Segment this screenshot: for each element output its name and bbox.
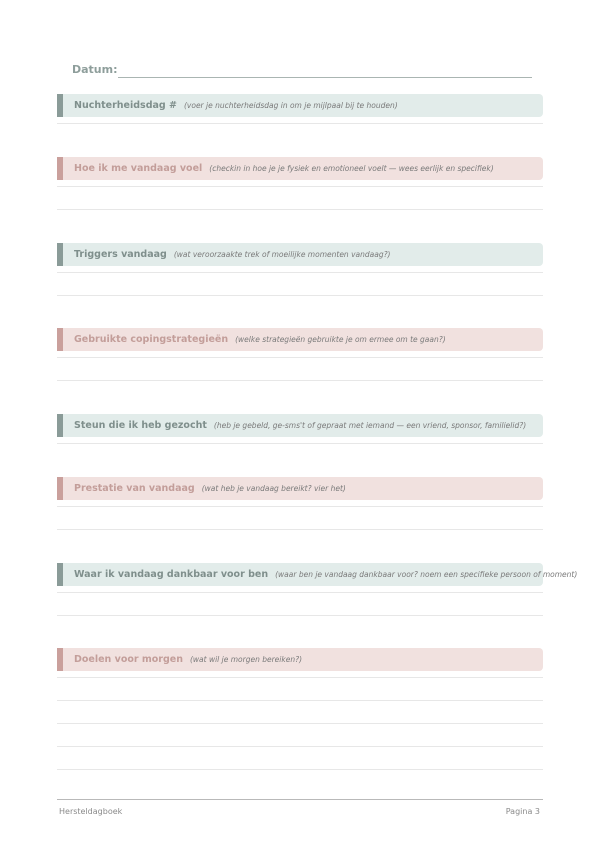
section-accent-bar bbox=[57, 328, 63, 351]
writing-line[interactable] bbox=[57, 209, 543, 210]
date-label: Datum: bbox=[72, 63, 118, 76]
section-coping-strategies bbox=[57, 328, 543, 351]
section-accent-bar bbox=[57, 563, 63, 586]
section-goals-tomorrow bbox=[57, 648, 543, 671]
section-hint: (wat wil je morgen bereiken?) bbox=[189, 655, 302, 664]
writing-line[interactable] bbox=[57, 677, 543, 678]
section-accent-bar bbox=[57, 648, 63, 671]
writing-line[interactable] bbox=[57, 529, 543, 530]
writing-line[interactable] bbox=[57, 592, 543, 593]
section-title: Steun die ik heb gezocht bbox=[74, 420, 207, 431]
footer-journal-name: Hersteldagboek bbox=[59, 807, 123, 816]
section-title: Prestatie van vandaag bbox=[74, 483, 195, 494]
writing-line[interactable] bbox=[57, 723, 543, 724]
writing-line[interactable] bbox=[57, 746, 543, 747]
writing-line[interactable] bbox=[57, 769, 543, 770]
footer-divider bbox=[57, 799, 543, 800]
writing-line[interactable] bbox=[57, 506, 543, 507]
section-hint: (wat veroorzaakte trek of moeilijke momenten vandaag?) bbox=[173, 250, 391, 259]
writing-line[interactable] bbox=[57, 272, 543, 273]
writing-line[interactable] bbox=[57, 700, 543, 701]
footer-page-number: Pagina 3 bbox=[505, 807, 540, 816]
section-achievement bbox=[57, 477, 543, 500]
section-title: Triggers vandaag bbox=[74, 249, 167, 260]
section-support-sought bbox=[57, 414, 543, 437]
section-how-i-feel bbox=[57, 157, 543, 180]
writing-line[interactable] bbox=[57, 295, 543, 296]
section-accent-bar bbox=[57, 414, 63, 437]
section-title: Gebruikte copingstrategieën bbox=[74, 334, 229, 345]
section-title: Waar ik vandaag dankbaar voor ben bbox=[74, 569, 269, 580]
section-accent-bar bbox=[57, 157, 63, 180]
section-title: Hoe ik me vandaag voel bbox=[74, 163, 203, 174]
section-accent-bar bbox=[57, 94, 63, 117]
section-accent-bar bbox=[57, 243, 63, 266]
section-triggers bbox=[57, 243, 543, 266]
writing-line[interactable] bbox=[57, 615, 543, 616]
section-hint: (welke strategieën gebruikte je om ermee om te gaan?) bbox=[235, 335, 446, 344]
section-hint: (voer je nuchterheidsdag in om je mijlpaal bij te houden) bbox=[183, 101, 398, 110]
writing-line[interactable] bbox=[57, 380, 543, 381]
section-title: Doelen voor morgen bbox=[74, 654, 183, 665]
section-hint: (waar ben je vandaag dankbaar voor? noem een specifieke persoon of moment) bbox=[275, 570, 578, 579]
writing-line[interactable] bbox=[57, 357, 543, 358]
section-hint: (heb je gebeld, ge-sms't of gepraat met iemand — een vriend, sponsor, familielid?) bbox=[213, 421, 527, 430]
section-hint: (checkin in hoe je je fysiek en emotioneel voelt — wees eerlijk en specifiek) bbox=[209, 164, 494, 173]
writing-line[interactable] bbox=[57, 123, 543, 124]
section-title: Nuchterheidsdag # bbox=[74, 100, 177, 111]
section-gratitude bbox=[57, 563, 578, 586]
date-input-line[interactable] bbox=[118, 77, 532, 78]
section-hint: (wat heb je vandaag bereikt? vier het) bbox=[201, 484, 346, 493]
section-sobriety-day bbox=[57, 94, 543, 117]
section-accent-bar bbox=[57, 477, 63, 500]
writing-line[interactable] bbox=[57, 186, 543, 187]
writing-line[interactable] bbox=[57, 443, 543, 444]
